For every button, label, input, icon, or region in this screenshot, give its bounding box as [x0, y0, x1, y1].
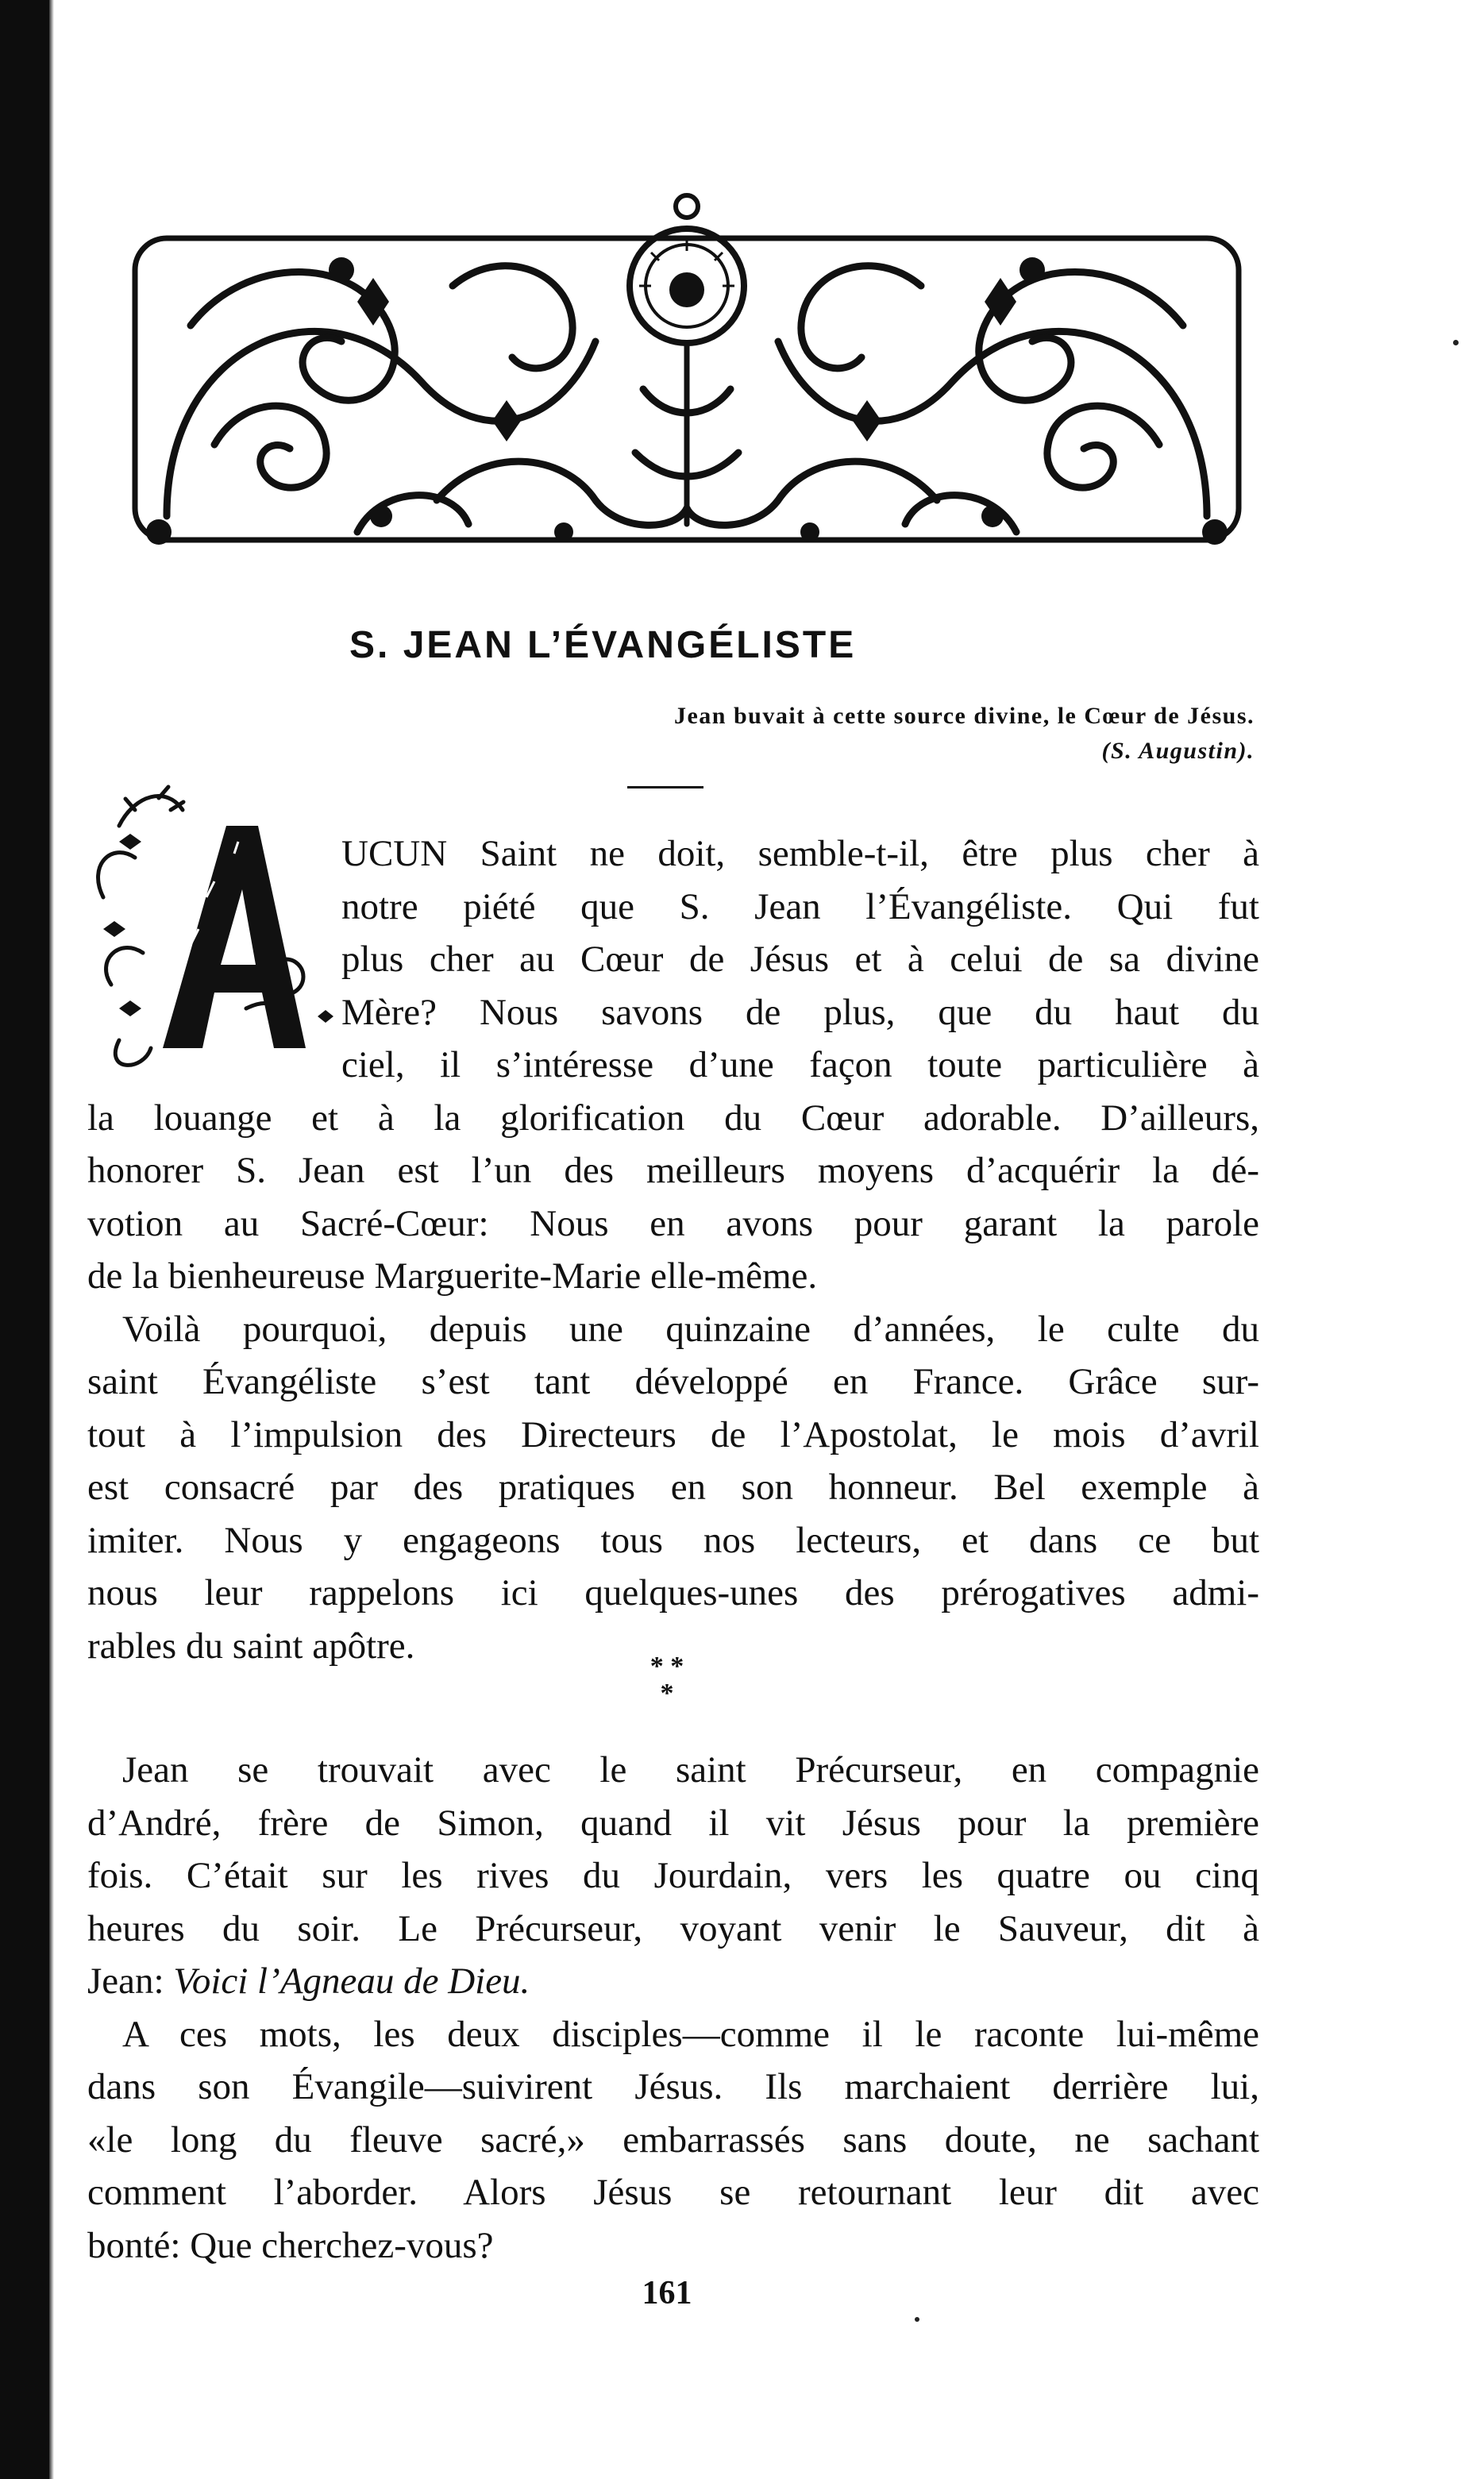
print-speck: [915, 2317, 919, 2322]
paragraph-line: imiter. Nous y engageons tous nos lecteurs, et dans ce but: [87, 1519, 1259, 1561]
paragraph-line: tout à l’impulsion des Directeurs de l’Apostolat, le mois d’avril: [87, 1413, 1259, 1455]
paragraph-line: plus cher au Cœur de Jésus et à celui de sa divine: [341, 939, 1259, 980]
paragraph-line: Mère? Nous savons de plus, que du haut du: [341, 991, 1259, 1033]
paragraph-line: A ces mots, les deux disciples—comme il le raconte lui-même: [122, 2013, 1259, 2055]
paragraph-line: comment l’aborder. Alors Jésus se retournant leur dit avec: [87, 2172, 1259, 2213]
chapter-title: S. JEAN L’ÉVANGÉLISTE: [349, 624, 857, 666]
paragraph-line: heures du soir. Le Précurseur, voyant venir le Sauveur, dit à: [87, 1907, 1259, 1949]
asterism-bottom: *: [660, 1679, 674, 1708]
body-text: [87, 827, 1259, 1672]
headpiece-ornament: [119, 183, 1255, 556]
paragraph-line: saint Évangéliste s’est tant développé en France. Grâce sur-: [87, 1361, 1259, 1402]
paragraph-line: UCUN Saint ne doit, semble-t-il, être plus cher à: [341, 833, 1259, 874]
title-rule-divider: [627, 786, 703, 788]
paragraph-line: Jean se trouvait avec le saint Précurseur, en compagnie: [122, 1749, 1259, 1791]
print-speck: [1453, 340, 1459, 345]
epigraph: [445, 699, 1255, 769]
paragraph-line: notre piété que S. Jean l’Évangéliste. Qui fut: [341, 885, 1259, 927]
paragraph-line: la louange et à la glorification du Cœur adorable. D’ailleurs,: [87, 1097, 1259, 1139]
paragraph-line: ciel, il s’intéresse d’une façon toute particulière à: [341, 1044, 1259, 1085]
epigraph-quote: Jean buvait à cette source divine, le Cœur de Jésus.: [673, 703, 1255, 729]
paragraph-line: nous leur rappelons ici quelques-unes des prérogatives admi-: [87, 1572, 1259, 1613]
paragraph-line: fois. C’était sur les rives du Jourdain, vers les quatre ou cinq: [87, 1855, 1259, 1896]
paragraph-line: d’André, frère de Simon, quand il vit Jésus pour la première: [87, 1802, 1259, 1844]
book-binding-edge: [0, 0, 49, 2479]
asterism-top: * *: [649, 1652, 684, 1681]
section-asterism: [627, 1653, 707, 1725]
line-prefix: Jean:: [87, 1960, 174, 2002]
paragraph-line: [87, 1955, 1259, 2008]
paragraph-line: est consacré par des pratiques en son honneur. Bel exemple à: [87, 1467, 1259, 1508]
paragraph-line: votion au Sacré-Cœur: Nous en avons pour garant la parole: [87, 1202, 1259, 1244]
italic-quote: Voici l’Agneau de Dieu.: [173, 1960, 530, 2002]
paragraph-line: bonté: Que cherchez-vous?: [87, 2224, 494, 2266]
page-number: 161: [642, 2275, 692, 2311]
paragraph-line: honorer S. Jean est l’un des meilleurs moyens d’acquérir la dé-: [87, 1150, 1259, 1191]
epigraph-source: (S. Augustin).: [1101, 738, 1255, 764]
paragraph-line: rables du saint apôtre.: [87, 1625, 415, 1667]
paragraph-line: de la bienheureuse Marguerite-Marie elle-même.: [87, 1255, 818, 1297]
paragraph-line: dans son Évangile—suivirent Jésus. Ils marchaient derrière lui,: [87, 2066, 1259, 2107]
paragraph-line: Voilà pourquoi, depuis une quinzaine d’années, le culte du: [122, 1308, 1259, 1350]
paragraph-line: «le long du fleuve sacré,» embarrassés sans doute, ne sachant: [87, 2119, 1259, 2161]
body-text-continued: [87, 1744, 1259, 2272]
